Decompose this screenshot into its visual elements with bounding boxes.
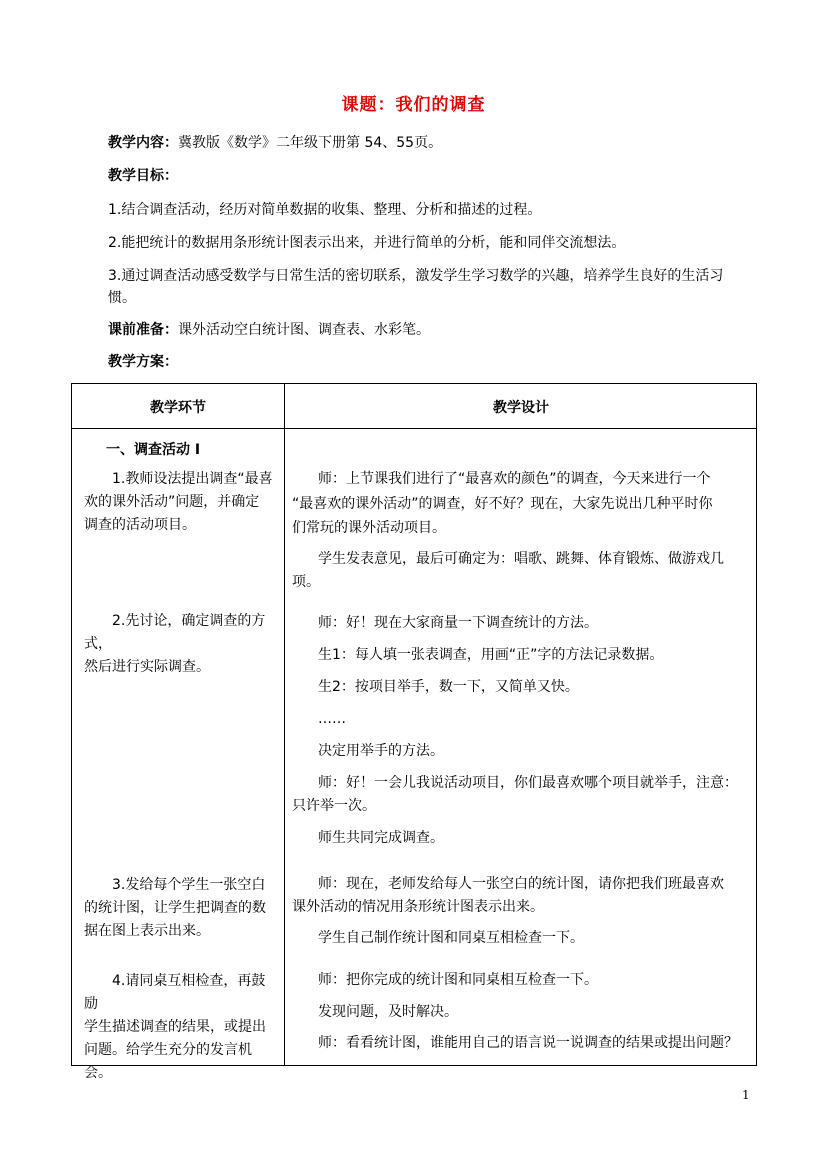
lesson-prep-text: 课外活动空白统计图、调查表、水彩笔。 [178, 322, 430, 338]
page-number: 1 [742, 1088, 750, 1102]
header-divider [72, 428, 756, 429]
section-heading: 一、调查活动 I [106, 442, 201, 458]
design-line: 师：上节课我们进行了“最喜欢的颜色”的调查，今天来进行一个 [318, 471, 711, 487]
design-line: 项。 [292, 574, 320, 590]
step-3: 3.发给每个学生一张空白 的统计图，让学生把调查的数 据在图上表示出来。 [84, 877, 266, 939]
teaching-content [108, 132, 758, 154]
lesson-prep [108, 319, 758, 341]
teaching-plan-table [71, 383, 757, 1081]
design-line: 课外活动的情况用条形统计图表示出来。 [292, 899, 544, 915]
header-teaching-design: 教学设计 [493, 400, 549, 416]
step-4: 4.请同桌互相检查，再鼓励 学生描述调查的结果，或提出 问题。给学生充分的发言机会。 [84, 973, 266, 1081]
document-title: 课题：我们的调查 [341, 95, 486, 115]
design-line: 发现问题，及时解决。 [318, 1004, 458, 1020]
goal-item: 1.结合调查活动，经历对简单数据的收集、整理、分析和描述的过程。 [108, 202, 542, 218]
goal-item: 3.通过调查活动感受数学与日常生活的密切联系，激发学生学习数学的兴趣，培养学生良好的生活习 [108, 268, 724, 284]
goal-item-continued: 惯。 [108, 290, 136, 306]
design-line: 师：把你完成的统计图和同桌相互检查一下。 [318, 972, 598, 988]
design-line: 师：现在，老师发给每人一张空白的统计图，请你把我们班最喜欢 [318, 876, 724, 892]
design-line: 师：看看统计图，谁能用自己的语言说一说调查的结果或提出问题？ [318, 1035, 738, 1051]
design-line: 师：好！现在大家商量一下调查统计的方法。 [318, 615, 598, 631]
design-line: “最喜欢的课外活动”的调查，好不好？现在，大家先说出几种平时你 [292, 496, 713, 512]
design-line: 师生共同完成调查。 [318, 830, 444, 846]
teaching-goals-label: 教学目标： [108, 168, 178, 184]
column-divider [284, 384, 285, 1065]
goal-item: 2.能把统计的数据用条形统计图表示出来，并进行简单的分析，能和同伴交流想法。 [108, 235, 626, 251]
design-line: 们常玩的课外活动项目。 [292, 520, 446, 536]
lesson-prep-label: 课前准备： [108, 322, 178, 338]
design-line: 学生自己制作统计图和同桌互相检查一下。 [318, 930, 584, 946]
step-1: 1.教师设法提出调查“最喜 欢的课外活动”问题，并确定 调查的活动项目。 [84, 471, 273, 533]
design-line: 只许举一次。 [292, 798, 376, 814]
step-2: 2.先讨论，确定调查的方式， 然后进行实际调查。 [84, 613, 266, 675]
design-line: 学生发表意见，最后可确定为：唱歌、跳舞、体育锻炼、做游戏几 [318, 551, 724, 567]
design-line: 生2：按项目举手，数一下，又简单又快。 [318, 679, 579, 695]
design-line: 师：好！一会儿我说活动项目，你们最喜欢哪个项目就举手，注意： [318, 775, 738, 791]
design-line: 生1：每人填一张表调查，用画“正”字的方法记录数据。 [318, 647, 664, 663]
teaching-content-label: 教学内容： [108, 135, 178, 151]
teaching-content-text: 冀教版《数学》二年级下册第 54、55页。 [178, 135, 443, 151]
header-teaching-step: 教学环节 [150, 400, 206, 416]
design-line: 决定用举手的方法。 [318, 743, 444, 759]
design-line: …… [318, 711, 346, 727]
teaching-plan-label: 教学方案： [108, 354, 178, 370]
